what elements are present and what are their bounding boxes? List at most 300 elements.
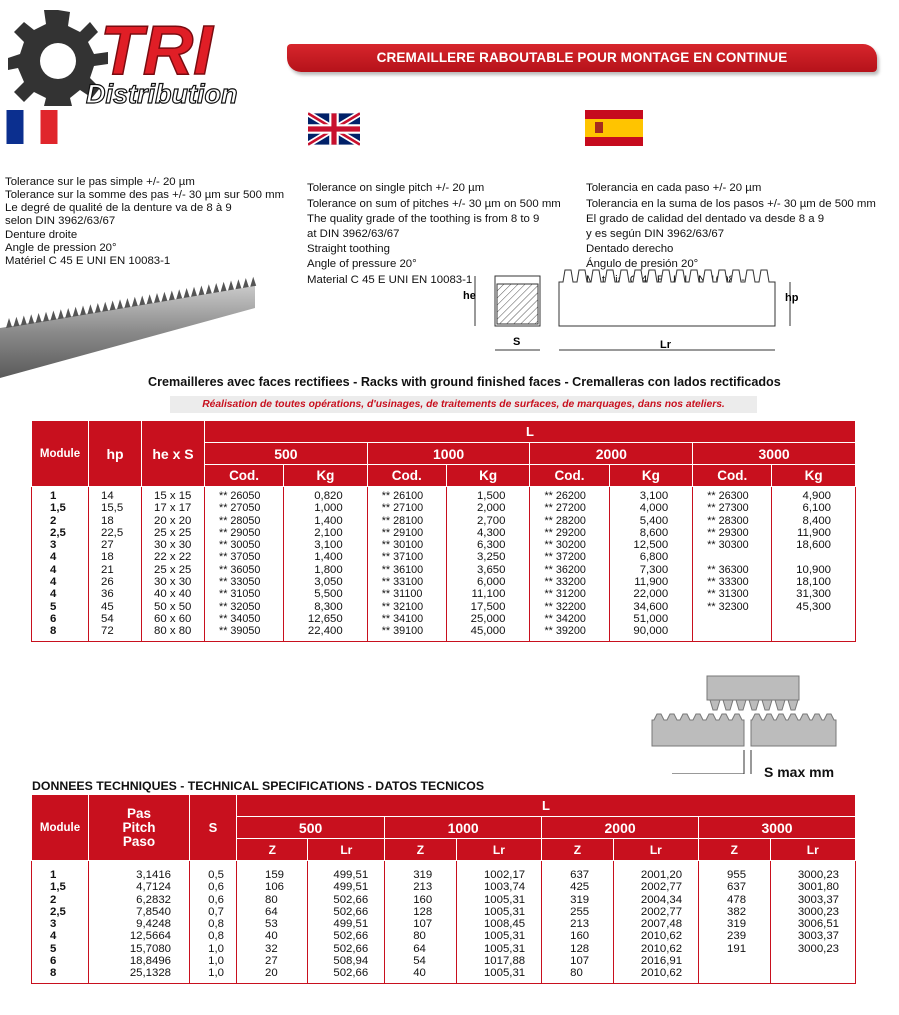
french-specs: Tolerance sur le pas simple +/- 20 µm Tolerance sur la somme des pas +/- 30 µm sur 500 mm Le degré de qualité de la denture va de 8 à 9 selon DIN 3962/63/67 Denture droite Angle de pression 20° Matériel C 45 E UNI EN 10083-1 <box>5 175 285 268</box>
table-cell: ** 39100 <box>367 625 446 641</box>
table-cell: 3,1416 <box>89 861 190 882</box>
svg-text:TRI: TRI <box>100 11 213 89</box>
table-cell: 3000,23 <box>770 906 855 918</box>
table-cell: 80 <box>385 930 456 942</box>
table-cell: 4,900 <box>772 487 856 503</box>
table-cell: 3,250 <box>446 551 530 563</box>
table-cell: 11,900 <box>609 576 693 588</box>
table-cell: 1,400 <box>284 551 368 563</box>
table-cell: 3,100 <box>609 487 693 503</box>
table-cell: 54 <box>385 955 456 967</box>
table-cell: ** 34050 <box>205 613 284 625</box>
table-cell: 425 <box>542 881 613 893</box>
table-cell: ** 31050 <box>205 588 284 600</box>
table-cell: 8,300 <box>284 601 368 613</box>
col-kg: Kg <box>284 465 368 487</box>
table-cell: 21 <box>89 564 142 576</box>
table-cell: ** 33300 <box>693 576 772 588</box>
table-cell: ** 27050 <box>205 502 284 514</box>
table-cell: 0,8 <box>190 918 237 930</box>
rack-joint-diagram <box>650 674 840 774</box>
table-cell: 3006,51 <box>770 918 855 930</box>
table-row <box>32 943 856 955</box>
table-cell: 2001,20 <box>613 861 698 882</box>
table-row <box>32 881 856 893</box>
table-cell: 30 x 30 <box>142 576 205 588</box>
table-cell: 2010,62 <box>613 930 698 942</box>
table-cell: ** 30050 <box>205 539 284 551</box>
table-cell: 6,800 <box>609 551 693 563</box>
table-cell: 12,500 <box>609 539 693 551</box>
table-cell: 80 x 80 <box>142 625 205 641</box>
table-cell: 382 <box>699 906 770 918</box>
table-cell: 15,7080 <box>89 943 190 955</box>
table-cell: ** 33050 <box>205 576 284 588</box>
table-cell: ** 39050 <box>205 625 284 641</box>
table-cell: 2010,62 <box>613 967 698 983</box>
table-cell: 5 <box>50 600 57 613</box>
table-cell: ** 28050 <box>205 515 284 527</box>
tech-specs-title: DONNEES TECHNIQUES - TECHNICAL SPECIFICATIONS - DATOS TECNICOS <box>32 779 485 793</box>
table-cell: 1003,74 <box>456 881 541 893</box>
table-cell: 20 <box>237 967 308 983</box>
table-cell: 15,5 <box>89 502 142 514</box>
table-cell: 1005,31 <box>456 906 541 918</box>
table-cell: 45,300 <box>772 601 856 613</box>
table-cell: ** 29100 <box>367 527 446 539</box>
table-cell: 25 x 25 <box>142 527 205 539</box>
table-cell <box>772 625 856 641</box>
table-cell: 22,400 <box>284 625 368 641</box>
table-cell: 213 <box>542 918 613 930</box>
table-cell: 1 <box>50 869 57 881</box>
table-cell: 0,820 <box>284 487 368 503</box>
table-row <box>32 930 856 942</box>
table-cell: 499,51 <box>308 881 385 893</box>
table-row <box>32 967 856 983</box>
table-cell: ** 26300 <box>693 487 772 503</box>
table-cell: 17 x 17 <box>142 502 205 514</box>
table-cell: ** 33200 <box>530 576 609 588</box>
col-z: Z <box>385 839 456 861</box>
col-l-2000: 2000 <box>530 443 693 465</box>
table-cell: 45 <box>89 601 142 613</box>
table-cell: 4 <box>50 563 57 576</box>
table-cell: ** 34100 <box>367 613 446 625</box>
col-z: Z <box>542 839 613 861</box>
table-cell: 4 <box>50 576 57 589</box>
svg-text:S: S <box>513 336 521 348</box>
table-row <box>32 894 856 906</box>
table-cell: ** 33100 <box>367 576 446 588</box>
col-l-3000: 3000 <box>699 817 856 839</box>
rack-caption: Cremailleres avec faces rectifiees - Racks with ground finished faces - Cremalleras con lados rectificados <box>148 375 781 389</box>
col-lr: Lr <box>613 839 698 861</box>
table-cell: 502,66 <box>308 943 385 955</box>
table-cell: 8 <box>50 625 57 638</box>
table-cell: 34,600 <box>609 601 693 613</box>
table-cell: 6 <box>50 955 57 968</box>
uk-flag-icon <box>308 112 360 146</box>
rack-codes-table <box>31 420 856 642</box>
table-cell: 3003,37 <box>770 930 855 942</box>
table-cell: 27 <box>237 955 308 967</box>
table-cell: ** 28100 <box>367 515 446 527</box>
table-cell: 3,100 <box>284 539 368 551</box>
table-cell: 27 <box>89 539 142 551</box>
table-cell: 508,94 <box>308 955 385 967</box>
table-cell: 45,000 <box>446 625 530 641</box>
table-cell: ** 28200 <box>530 515 609 527</box>
table-cell: 1005,31 <box>456 930 541 942</box>
table-cell: ** 27200 <box>530 502 609 514</box>
table-cell <box>693 613 772 625</box>
table-cell: 6,300 <box>446 539 530 551</box>
svg-text:Distribution: Distribution <box>86 79 238 106</box>
table-cell: ** 37200 <box>530 551 609 563</box>
table-cell: 2016,91 <box>613 955 698 967</box>
table-row <box>32 576 856 588</box>
table-cell: 60 x 60 <box>142 613 205 625</box>
table-cell: 2007,48 <box>613 918 698 930</box>
col-cod: Cod. <box>530 465 609 487</box>
table-cell <box>693 551 772 563</box>
table-cell <box>699 967 770 983</box>
col-kg: Kg <box>609 465 693 487</box>
table-cell: 7,8540 <box>89 906 190 918</box>
table-cell: 502,66 <box>308 930 385 942</box>
table-cell: ** 32300 <box>693 601 772 613</box>
rack-dimension-diagram <box>455 262 810 362</box>
table-cell: 22,5 <box>89 527 142 539</box>
table-cell: 6,2832 <box>89 894 190 906</box>
table-cell: ** 31200 <box>530 588 609 600</box>
col-module: Module <box>32 795 89 861</box>
table-cell: 90,000 <box>609 625 693 641</box>
table-cell: 0,6 <box>190 881 237 893</box>
table-cell: 191 <box>699 943 770 955</box>
table-cell: 106 <box>237 881 308 893</box>
table-cell: 25,000 <box>446 613 530 625</box>
col-cod: Cod. <box>693 465 772 487</box>
table-cell: 3,050 <box>284 576 368 588</box>
table-cell: 7,300 <box>609 564 693 576</box>
table-cell: 53 <box>237 918 308 930</box>
col-kg: Kg <box>446 465 530 487</box>
table-cell: ** 31300 <box>693 588 772 600</box>
table-cell: 40 <box>237 930 308 942</box>
table-cell: 128 <box>385 906 456 918</box>
france-flag-icon <box>6 110 58 144</box>
table-cell: 25,1328 <box>89 967 190 983</box>
table-cell: ** 36200 <box>530 564 609 576</box>
table-cell: 319 <box>699 918 770 930</box>
table-cell: 319 <box>385 861 456 882</box>
col-lr: Lr <box>770 839 855 861</box>
table-cell: 36 <box>89 588 142 600</box>
svg-text:Lr: Lr <box>660 339 671 351</box>
table-cell: 22 x 22 <box>142 551 205 563</box>
table-cell: 50 x 50 <box>142 601 205 613</box>
table-cell: 2 <box>50 893 57 906</box>
table-row <box>32 613 856 625</box>
col-l-500: 500 <box>237 817 385 839</box>
table-cell: 10,900 <box>772 564 856 576</box>
table-row <box>32 502 856 514</box>
table-row <box>32 906 856 918</box>
tri-distribution-logo <box>8 6 273 106</box>
table-cell: 5,400 <box>609 515 693 527</box>
table-cell: 1008,45 <box>456 918 541 930</box>
table-cell: 3 <box>50 918 57 931</box>
table-row <box>32 515 856 527</box>
table-cell: 2,100 <box>284 527 368 539</box>
table-cell: 160 <box>385 894 456 906</box>
table-cell <box>693 625 772 641</box>
table-cell: 6 <box>50 612 57 625</box>
english-specs: Tolerance on single pitch +/- 20 µm Tolerance on sum of pitches +/- 30 µm on 500 mm The quality grade of the toothing is from 8 to 9 at DIN 3962/63/67 Straight toothing Angle of pressure 20° Material C 45 E UNI EN 10083-1 <box>307 182 561 286</box>
col-z: Z <box>237 839 308 861</box>
col-s: S <box>190 795 237 861</box>
table-cell: 5 <box>50 942 57 955</box>
table-cell: 3000,23 <box>770 861 855 882</box>
table-cell: ** 39200 <box>530 625 609 641</box>
svg-text:he: he <box>463 290 476 302</box>
col-kg: Kg <box>772 465 856 487</box>
table-cell: 2002,77 <box>613 906 698 918</box>
table-cell: 0,7 <box>190 906 237 918</box>
table-row <box>32 487 856 503</box>
table-cell: 40 x 40 <box>142 588 205 600</box>
table-cell: 12,5664 <box>89 930 190 942</box>
table-cell: 3,650 <box>446 564 530 576</box>
table-cell: 17,500 <box>446 601 530 613</box>
col-l-2000: 2000 <box>542 817 699 839</box>
table-row <box>32 625 856 641</box>
table-cell: ** 30100 <box>367 539 446 551</box>
table-row <box>32 527 856 539</box>
col-lr: Lr <box>308 839 385 861</box>
table-cell: 0,5 <box>190 861 237 882</box>
table-cell: 637 <box>699 881 770 893</box>
table-cell: 4 <box>50 551 57 564</box>
table-cell: 8,400 <box>772 515 856 527</box>
table-row <box>32 918 856 930</box>
table-cell: 80 <box>237 894 308 906</box>
table-cell: 2004,34 <box>613 894 698 906</box>
table-cell: 2,5 <box>50 905 66 918</box>
spanish-specs: Tolerancia en cada paso +/- 20 µm Tolerancia en la suma de los pasos +/- 30 µm de 500 mm El grado de calidad del dentado va desde 8 a 9 y es según DIN 3962/63/67 Dentado derecho Ángulo de presión 20° <box>586 182 876 271</box>
table-cell: ** 36050 <box>205 564 284 576</box>
table-cell: 1005,31 <box>456 894 541 906</box>
table-cell: 9,4248 <box>89 918 190 930</box>
table-cell: 1,0 <box>190 955 237 967</box>
table-cell: ** 36100 <box>367 564 446 576</box>
table-cell: 0,8 <box>190 930 237 942</box>
table-cell: 3003,37 <box>770 894 855 906</box>
title-banner: CREMAILLERE RABOUTABLE POUR MONTAGE EN CONTINUE <box>287 44 877 72</box>
table-cell: 1005,31 <box>456 943 541 955</box>
table-cell: ** 27300 <box>693 502 772 514</box>
table-cell <box>772 551 856 563</box>
table-cell: 2,5 <box>50 526 66 539</box>
table-cell: 1,5 <box>50 881 66 894</box>
table-cell: ** 32050 <box>205 601 284 613</box>
table-cell: 40 <box>385 967 456 983</box>
table-cell: 51,000 <box>609 613 693 625</box>
table-cell: 213 <box>385 881 456 893</box>
table-cell: 107 <box>385 918 456 930</box>
table-cell: 1,0 <box>190 943 237 955</box>
table-cell: 6,100 <box>772 502 856 514</box>
table-cell: 5,500 <box>284 588 368 600</box>
table-cell: 1,500 <box>446 487 530 503</box>
table-cell: 18,8496 <box>89 955 190 967</box>
table-cell: ** 26200 <box>530 487 609 503</box>
table-cell: ** 34200 <box>530 613 609 625</box>
table-cell: ** 30300 <box>693 539 772 551</box>
table-cell: 1,000 <box>284 502 368 514</box>
table-cell: ** 32200 <box>530 601 609 613</box>
table-cell: 6,000 <box>446 576 530 588</box>
table-cell: 8,600 <box>609 527 693 539</box>
table-row <box>32 539 856 551</box>
col-pitch: Pas Pitch Paso <box>89 795 190 861</box>
table-cell: 3 <box>50 539 57 552</box>
col-l-500: 500 <box>205 443 368 465</box>
col-l-3000: 3000 <box>693 443 856 465</box>
table-cell: 26 <box>89 576 142 588</box>
table-cell: 107 <box>542 955 613 967</box>
table-cell: 18,100 <box>772 576 856 588</box>
table-cell: 1002,17 <box>456 861 541 882</box>
table-cell <box>770 967 855 983</box>
table-cell: 2,000 <box>446 502 530 514</box>
rack-photo <box>0 268 262 378</box>
table-cell: ** 26050 <box>205 487 284 503</box>
table-cell: 80 <box>542 967 613 983</box>
table-cell: 54 <box>89 613 142 625</box>
table-cell <box>770 955 855 967</box>
table-row <box>32 601 856 613</box>
table-cell: 20 x 20 <box>142 515 205 527</box>
table-cell: 15 x 15 <box>142 487 205 503</box>
col-cod: Cod. <box>367 465 446 487</box>
table-cell: 255 <box>542 906 613 918</box>
table-cell: 4,000 <box>609 502 693 514</box>
table-cell: ** 37100 <box>367 551 446 563</box>
s-max-label: S max mm <box>764 764 835 780</box>
col-cod: Cod. <box>205 465 284 487</box>
table-row <box>32 861 856 882</box>
table-cell: 160 <box>542 930 613 942</box>
table-cell: 3001,80 <box>770 881 855 893</box>
table-cell: 502,66 <box>308 906 385 918</box>
table-cell: 502,66 <box>308 967 385 983</box>
table-cell: ** 36300 <box>693 564 772 576</box>
table-cell: 502,66 <box>308 894 385 906</box>
table-cell: 319 <box>542 894 613 906</box>
table-row <box>32 564 856 576</box>
table-cell: 2 <box>50 514 57 527</box>
table-cell: 0,6 <box>190 894 237 906</box>
table-cell: ** 31100 <box>367 588 446 600</box>
table-cell: ** 28300 <box>693 515 772 527</box>
table-cell: 64 <box>237 906 308 918</box>
spain-flag-icon <box>585 110 643 146</box>
table-cell: 4 <box>50 930 57 943</box>
col-z: Z <box>699 839 770 861</box>
table-cell: ** 27100 <box>367 502 446 514</box>
col-hexs: he x S <box>142 421 205 487</box>
table-cell: 11,100 <box>446 588 530 600</box>
tech-specs-table <box>31 794 856 984</box>
col-hp: hp <box>89 421 142 487</box>
table-row <box>32 955 856 967</box>
table-row <box>32 551 856 563</box>
table-cell: 18 <box>89 551 142 563</box>
table-cell: 4 <box>50 588 57 601</box>
table-cell: 159 <box>237 861 308 882</box>
table-cell: 1017,88 <box>456 955 541 967</box>
table-cell: 2002,77 <box>613 881 698 893</box>
table-cell: 12,650 <box>284 613 368 625</box>
table-cell: 128 <box>542 943 613 955</box>
table-cell: 18,600 <box>772 539 856 551</box>
table-cell: 11,900 <box>772 527 856 539</box>
table-cell: ** 29050 <box>205 527 284 539</box>
table-cell: 478 <box>699 894 770 906</box>
table-cell <box>772 613 856 625</box>
table-cell: 499,51 <box>308 918 385 930</box>
col-l-1000: 1000 <box>385 817 542 839</box>
table-cell: ** 30200 <box>530 539 609 551</box>
table-cell: 32 <box>237 943 308 955</box>
table-cell: ** 32100 <box>367 601 446 613</box>
svg-text:hp: hp <box>785 292 799 304</box>
col-l: L <box>205 421 856 443</box>
table-cell: 2,700 <box>446 515 530 527</box>
table-cell: ** 26100 <box>367 487 446 503</box>
table-cell: 4,300 <box>446 527 530 539</box>
table-row <box>32 588 856 600</box>
table-cell: ** 29200 <box>530 527 609 539</box>
table-cell: 4,7124 <box>89 881 190 893</box>
col-lr: Lr <box>456 839 541 861</box>
table-cell: 31,300 <box>772 588 856 600</box>
table-cell: ** 37050 <box>205 551 284 563</box>
table-cell: 8 <box>50 967 57 980</box>
table-cell: 1,400 <box>284 515 368 527</box>
table-cell: 499,51 <box>308 861 385 882</box>
table-cell: 3000,23 <box>770 943 855 955</box>
col-l: L <box>237 795 856 817</box>
table-cell: 72 <box>89 625 142 641</box>
table-cell: 1,800 <box>284 564 368 576</box>
table-cell <box>699 955 770 967</box>
table-cell: ** 29300 <box>693 527 772 539</box>
table-cell: 14 <box>89 487 142 503</box>
table-cell: 18 <box>89 515 142 527</box>
table-cell: 955 <box>699 861 770 882</box>
col-l-1000: 1000 <box>367 443 530 465</box>
table-cell: 637 <box>542 861 613 882</box>
workshop-note: Réalisation de toutes opérations, d'usinages, de traitements de surfaces, de marquages, dans nos ateliers. <box>170 396 757 413</box>
table-cell: 30 x 30 <box>142 539 205 551</box>
table-cell: 1005,31 <box>456 967 541 983</box>
col-module: Module <box>32 421 89 487</box>
table-cell: 1 <box>50 490 57 502</box>
